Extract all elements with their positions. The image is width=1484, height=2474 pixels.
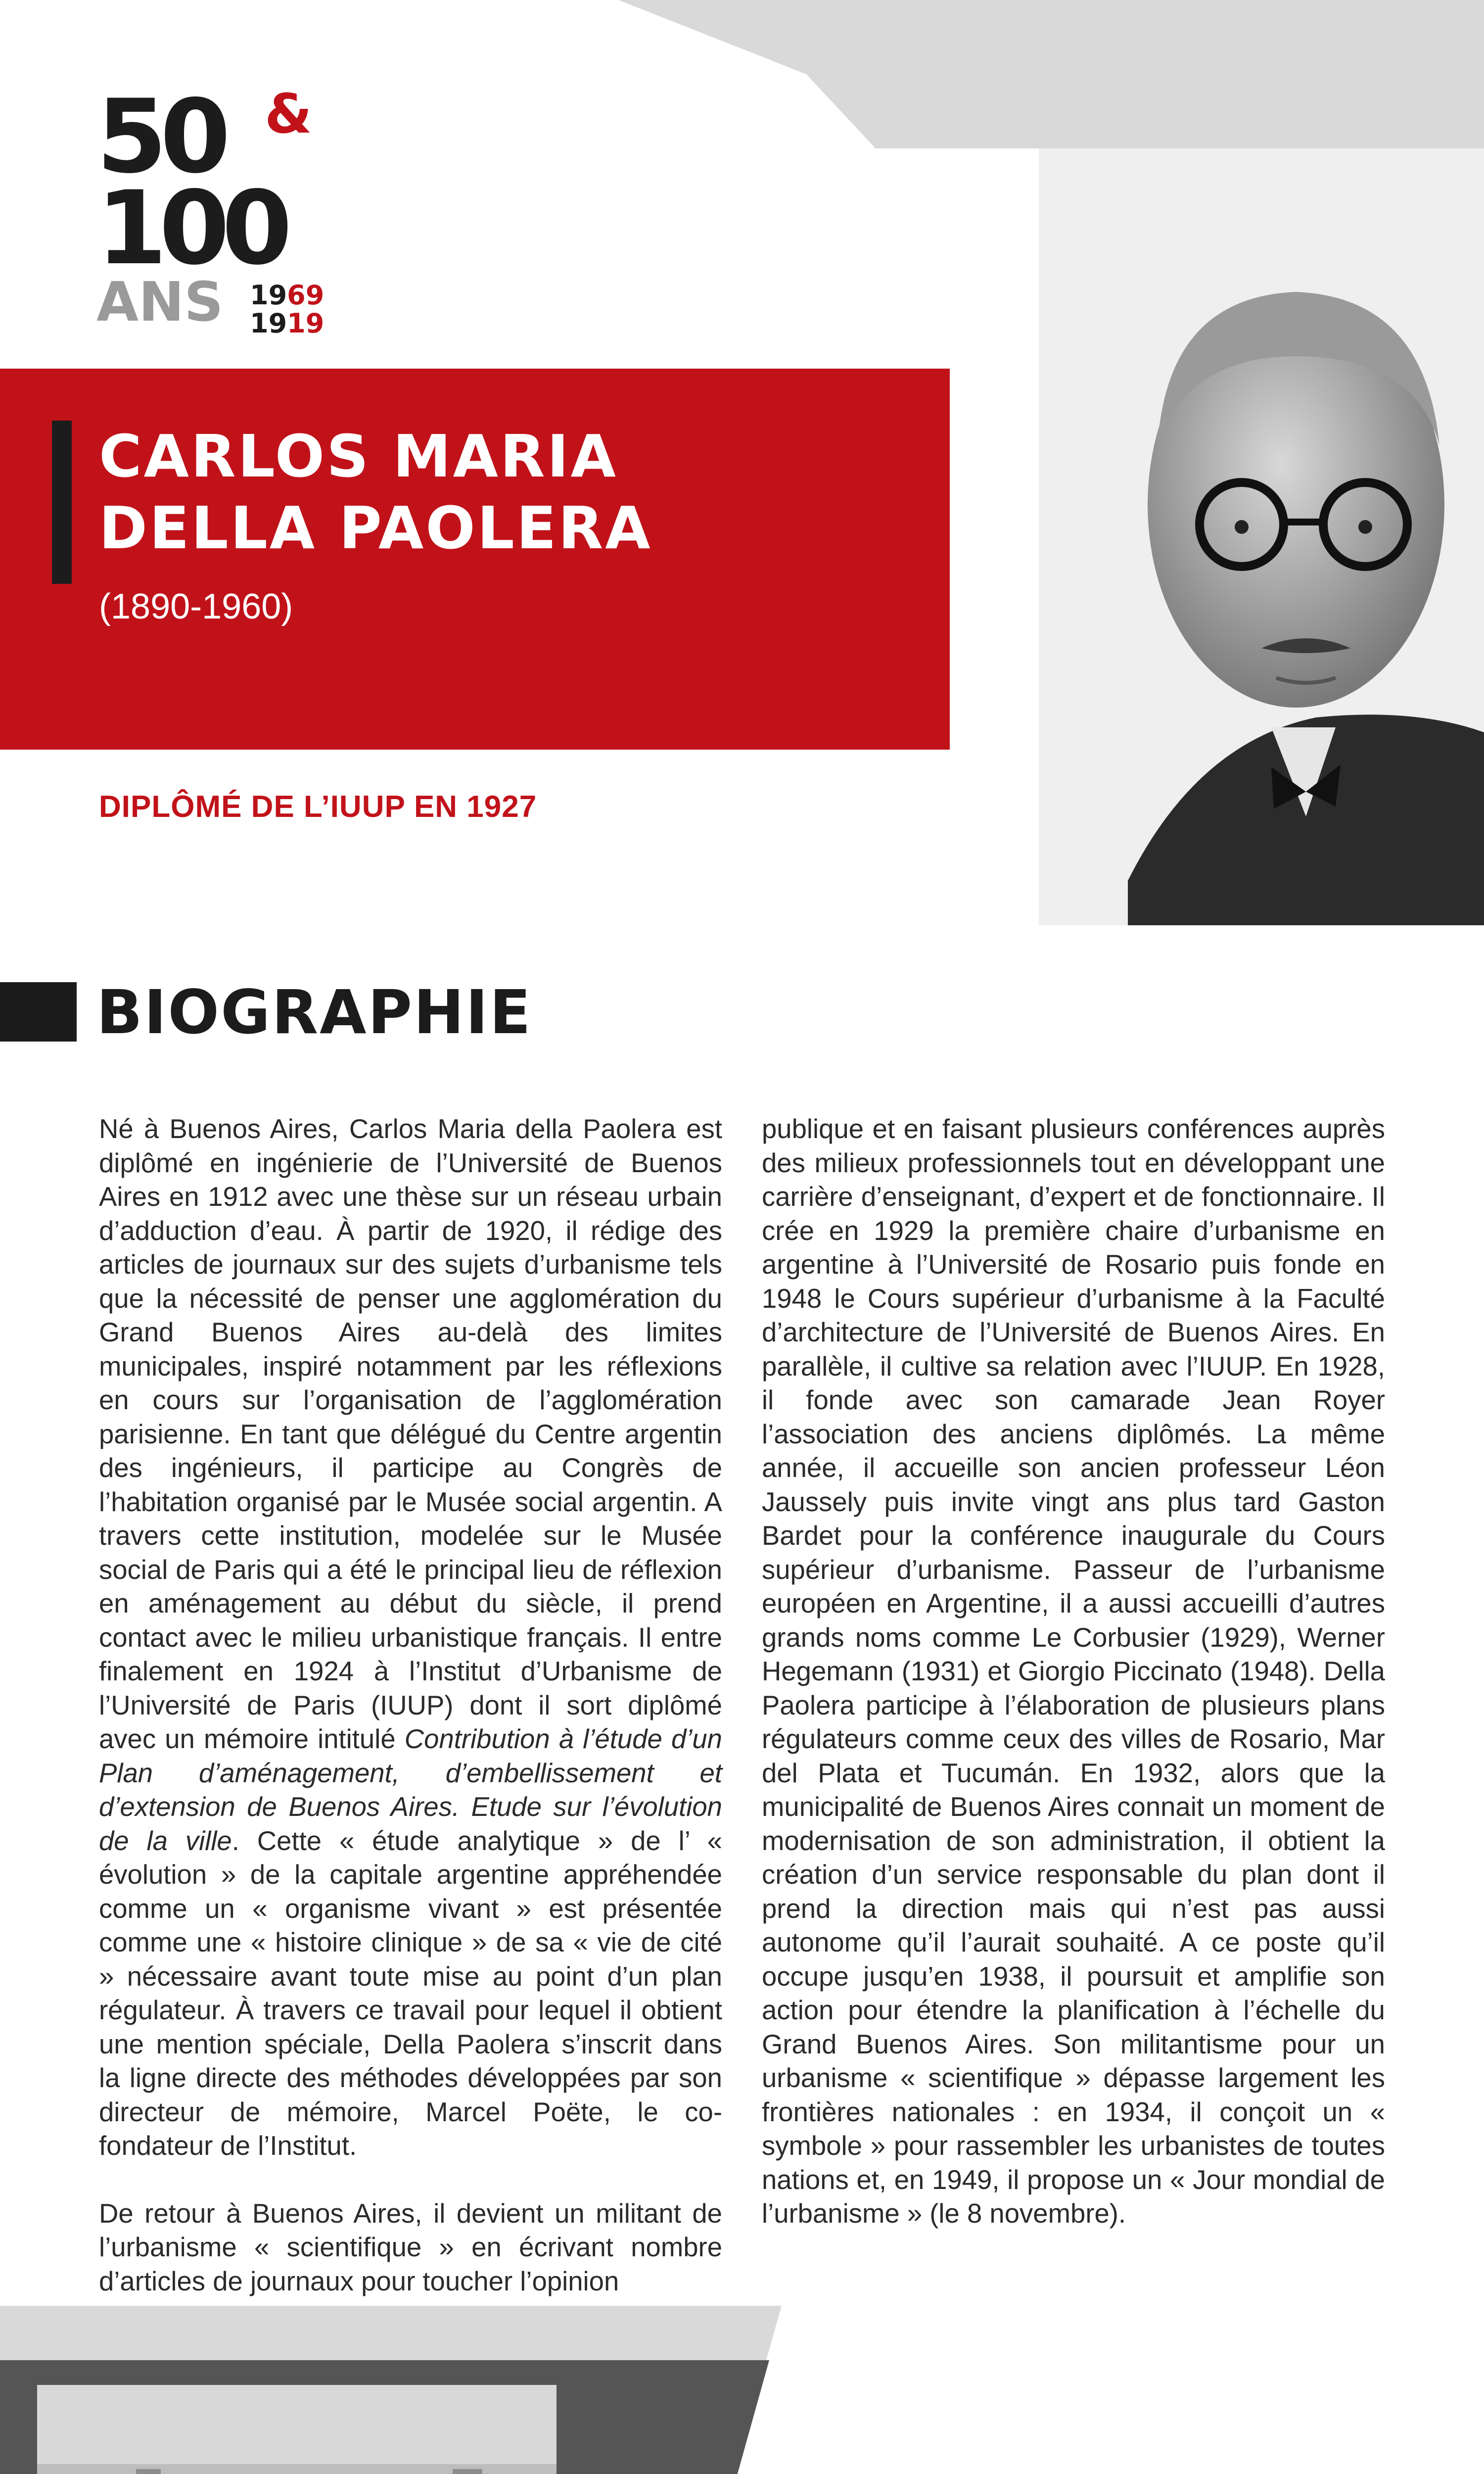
biography-title: BIOGRAPHIE: [96, 977, 532, 1047]
title-accent-bar: [52, 421, 72, 584]
logo-year-bottom: [250, 310, 324, 337]
biography-column-1: [99, 1112, 722, 2332]
anniversary-logo: [96, 78, 354, 344]
logo-year-top: [250, 282, 324, 309]
logo-year-bottom-decade: 19: [287, 308, 325, 339]
biography-column-2: [762, 1112, 1385, 2265]
biography-paragraph-1-start: Né à Buenos Aires, Carlos Maria della Paolera est diplômé en ingénierie de l’Université de Buenos Aires en 1912 avec une thèse sur un réseau urbain d’adduction d’eau. À partir de 1920, il rédige des articles de journaux sur des sujets d’urbanisme tels que la nécessité de penser une agglomération du Grand Buenos Aires au-delà des limites municipales, inspiré notamment par les réflexions en cours sur l’organisation de l’agglomération parisienne. En tant que délégué du Centre argentin des ingénieurs, il participe au Congrès de l’habitation organisé par le Musée social argentin. A travers cette institution, modelée sur le Musée social de Paris qui a été le principal lieu de réflexion en aménagement au début du siècle, il prend contact avec le milieu urbanistique français. Il entre finalement en 1924 à l’Institut d’Urbanisme de l’Université de Paris (IUUP) dont il sort diplômé avec un mémoire intitulé: [99, 1114, 722, 1754]
biography-paragraph-1-end: . Cette « étude analytique » de l’ « évolution » de la capitale argentine appréhendée comme un « organisme vivant » est présentée comme une « histoire clinique » de sa « vie de cité » nécessaire avant toute mise au point d’un plan régulateur. À travers ce travail pour lequel il obtient une mention spéciale, Della Paolera s’inscrit dans la ligne directe des méthodes développées par son directeur de mémoire, Marcel Poëte, le co-fondateur de l’Institut.: [99, 1825, 722, 2161]
person-name-line2: DELLA PAOLERA: [99, 494, 652, 562]
top-grey-band: [618, 0, 1484, 74]
logo-ampersand: &: [265, 82, 312, 145]
logo-year-top-century: 19: [250, 280, 287, 311]
biography-accent-bar: [0, 982, 77, 1042]
logo-year-top-decade: 69: [287, 280, 325, 311]
logo-year-bottom-century: 19: [250, 308, 287, 339]
portrait-grey-band: [806, 74, 1484, 148]
biography-paragraph-2: De retour à Buenos Aires, il devient un militant de l’urbanisme « scientifique » en écrivant nombre d’articles de journaux pour toucher l’opinion: [99, 2198, 722, 2296]
logo-number-bottom: 100: [96, 170, 284, 287]
biography-paragraph-1: [99, 1112, 722, 2163]
diploma-subtitle: DIPLÔMÉ DE L’IUUP EN 1927: [99, 790, 537, 824]
logo-ans: ANS: [96, 270, 224, 333]
avenida-photo: [37, 2385, 556, 2474]
person-name: [99, 421, 841, 564]
biography-thesis-title: Contribution à l’étude d’un Plan d’aménagement, d’embellissement et d’extension de Buenos Aires. Etude sur l’évolution de la ville: [99, 1724, 722, 1856]
logo-number-top: 50: [96, 78, 224, 196]
biography-paragraph-3: publique et en faisant plusieurs conférences auprès des milieux professionnels tout en développant une carrière d’enseignant, d’expert et de fonctionnaire. Il crée en 1929 la première chaire d’urbanisme en argentine à l’Université de Rosario puis fonde en 1948 le Cours supérieur d’urbanisme à la Faculté d’architecture de l’Université de Buenos Aires. En parallèle, il cultive sa relation avec l’IUUP. En 1928, il fonde avec son camarade Jean Royer l’association des anciens diplômés. La même année, il accueille son ancien professeur Léon Jaussely puis invite vingt ans plus tard Gaston Bardet pour la conférence inaugurale du Cours supérieur d’urbanisme. Passeur de l’urbanisme européen en Argentine, il a aussi accueilli d’autres grands noms comme Le Corbusier (1929), Werner Hegemann (1931) et Giorgio Piccinato (1948). Della Paolera participe à l’élaboration de plusieurs plans régulateurs comme ceux des villes de Rosario, Mar del Plata et Tucumán. En 1932, alors que la municipalité de Buenos Aires connait un moment de modernisation de son administration, il obtient la création d’un service responsable du plan dont il prend la direction mais qui n’est pas aussi autonome qu’il l’aurait souhaité. A ce poste qu’il occupe jusqu’en 1938, il poursuit et amplifie son action pour étendre la planification à l’échelle du Grand Buenos Aires. Son militantisme pour un urbanisme « scientifique » dépasse largement les frontières nationales : en 1934, il conçoit un « symbole » pour rassembler les urbanistes de toutes nations et, en 1949, il propose un « Jour mondial de l’urbanisme » (le 8 novembre).: [762, 1114, 1385, 2229]
person-name-line1: CARLOS MARIA: [99, 422, 618, 490]
portrait-photo: [1039, 148, 1484, 925]
person-dates: (1890-1960): [99, 587, 293, 626]
